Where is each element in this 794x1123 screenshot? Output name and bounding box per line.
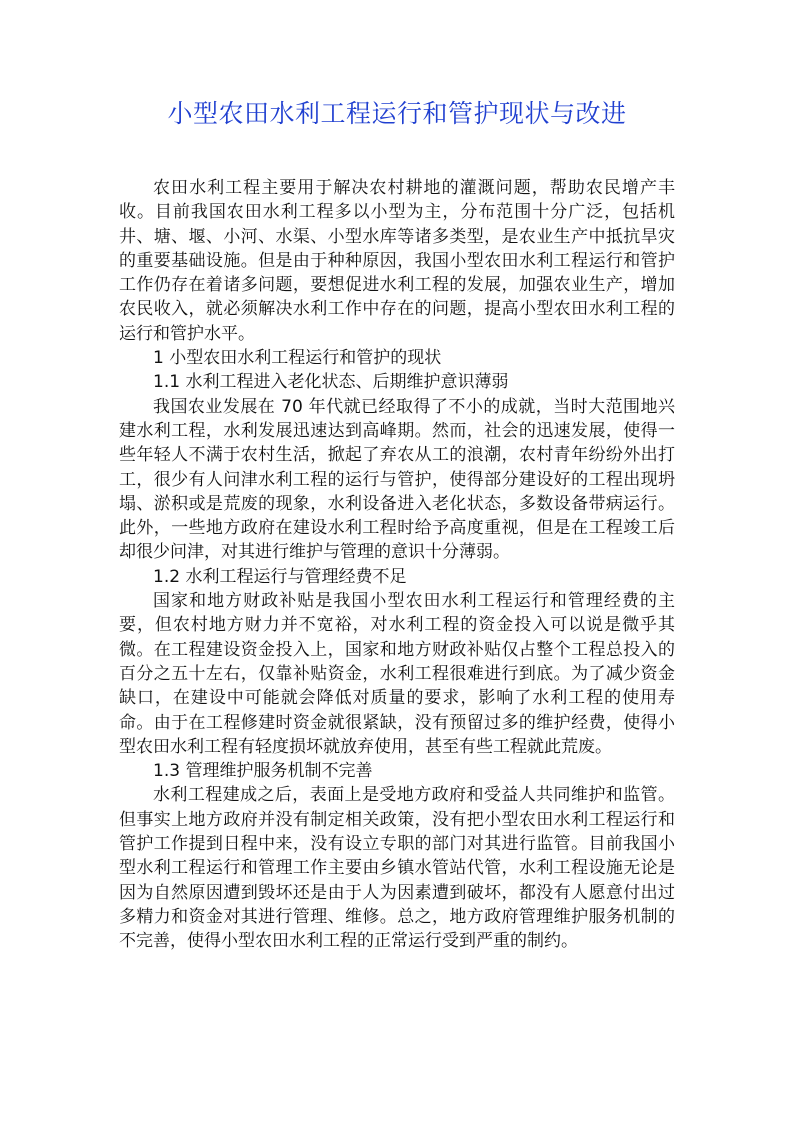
subsection-heading-1-1: 1.1 水利工程进入老化状态、后期维护意识薄弱 (153, 372, 509, 393)
subsection-heading-1-3: 1.3 管理维护服务机制不完善 (153, 761, 373, 782)
paragraph-1-1: 我国农业发展在 70 年代就已经取得了不小的成就，当时大范围地兴建水利工程，水利发展迅速达到高峰期。然而，社会的迅速发展，使得一些年轻人不满于农村生活，掀起了弃农从工的浪潮，农村青年纷纷外出打工，很少有人问津水利工程的运行与管护，使得部分建设好的工程出现坍塌、淤积或是荒废的现象，水利设备进入老化状态，多数设备带病运行。此外，一些地方政府在建设水利工程时给予高度重视，但是在工程竣工后却很少问津，对其进行维护与管理的意识十分薄弱。 (119, 396, 675, 563)
document-title: 小型农田水利工程运行和管护现状与改进 (167, 99, 627, 128)
intro-paragraph: 农田水利工程主要用于解决农村耕地的灌溉问题，帮助农民增产丰收。目前我国农田水利工程多以小型为主，分布范围十分广泛，包括机井、塘、堰、小河、水渠、小型水库等诸多类型，是农业生产中抵抗旱灾的重要基础设施。但是由于种种原因，我国小型农田水利工程运行和管护工作仍存在着诸多问题，要想促进水利工程的发展，加强农业生产，增加农民收入，就必须解决水利工作中存在的问题，提高小型农田水利工程的运行和管护水平。 (119, 178, 675, 344)
section-heading-1: 1 小型农田水利工程运行和管护的现状 (153, 348, 442, 369)
paragraph-1-3: 水利工程建成之后，表面上是受地方政府和受益人共同维护和监管。但事实上地方政府并没有制定相关政策，没有把小型农田水利工程运行和管护工作提到日程中来，没有设立专职的部门对其进行监管。目前我国小型水利工程运行和管理工作主要由乡镇水管站代管，水利工程设施无论是因为自然原因遭到毁坏还是由于人为因素遭到破坏，都没有人愿意付出过多精力和资金对其进行管理、维修。总之，地方政府管理维护服务机制的不完善，使得小型农田水利工程的正常运行受到严重的制约。 (119, 785, 675, 952)
subsection-heading-1-2: 1.2 水利工程运行与管理经费不足 (153, 566, 407, 587)
document-body (119, 176, 675, 954)
paragraph-1-2: 国家和地方财政补贴是我国小型农田水利工程运行和管理经费的主要，但农村地方财力并不宽裕，对水利工程的资金投入可以说是微乎其微。在工程建设资金投入上，国家和地方财政补贴仅占整个工程总投入的百分之五十左右，仅靠补贴资金，水利工程很难进行到底。为了减少资金缺口，在建设中可能就会降低对质量的要求，影响了水利工程的使用寿命。由于在工程修建时资金就很紧缺，没有预留过多的维护经费，使得小型农田水利工程有轻度损坏就放弃使用，甚至有些工程就此荒废。 (119, 591, 675, 757)
